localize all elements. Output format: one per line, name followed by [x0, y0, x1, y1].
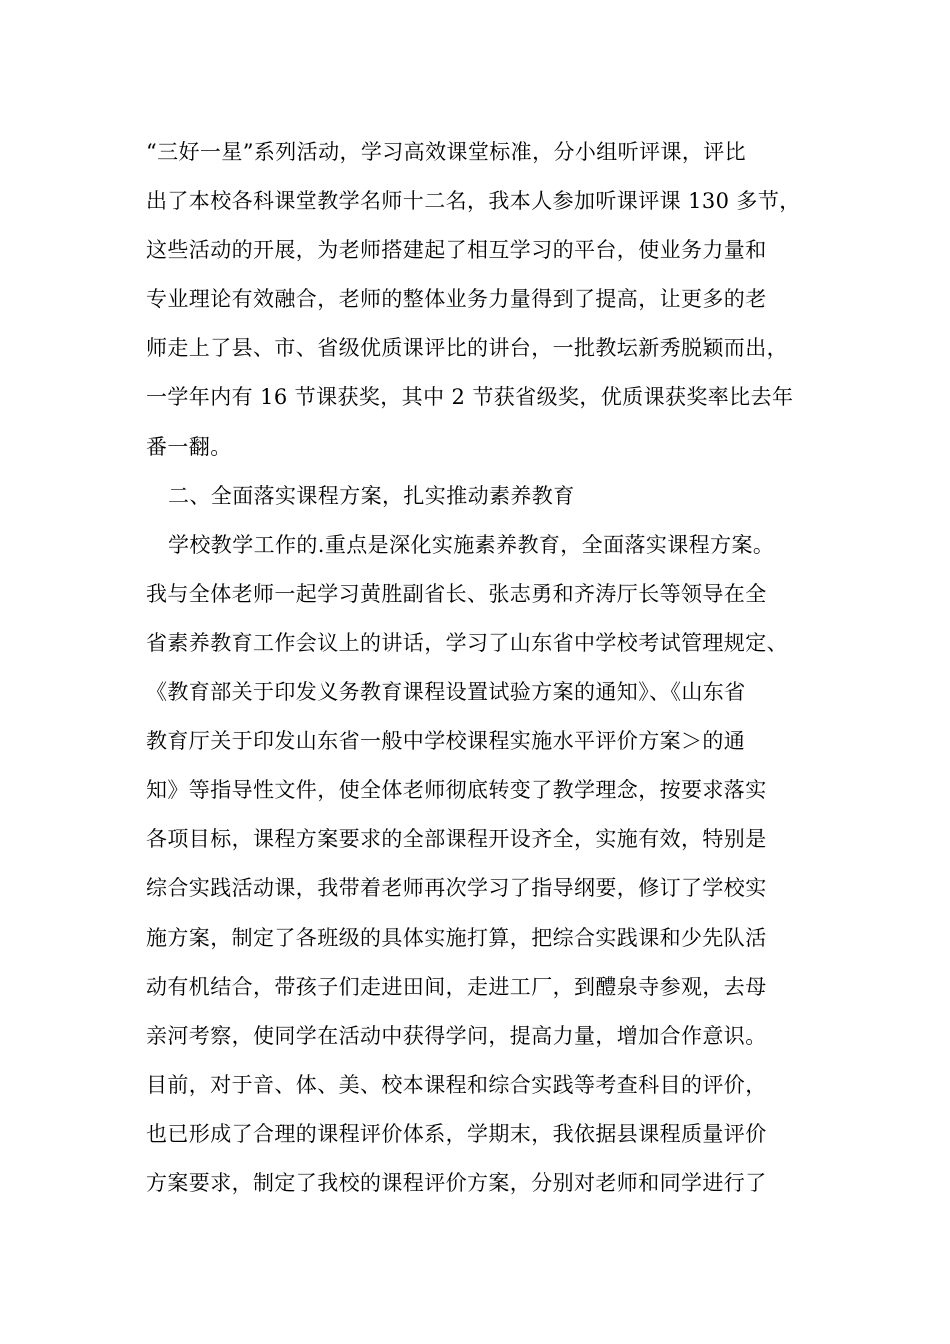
- text-line: 也已形成了合理的课程评价体系，学期末，我依据县课程质量评价: [146, 1121, 767, 1146]
- text-line: 这些活动的开展，为老师搭建起了相互学习的平台，使业务力量和: [146, 238, 767, 263]
- text-line: 《教育部关于印发义务教育课程设置试验方案的通知》、《山东省: [146, 680, 746, 705]
- text-line: 出了本校各科课堂教学名师十二名，我本人参加听课评课 130 多节，: [146, 189, 801, 214]
- text-line: 省素养教育工作会议上的讲话，学习了山东省中学校考试管理规定、: [146, 630, 788, 655]
- text-line: 我与全体老师一起学习黄胜副省长、张志勇和齐涛厅长等领导在全: [146, 581, 767, 606]
- section-heading: 二、全面落实课程方案，扎实推动素养教育: [168, 483, 575, 508]
- text-line: 教育厅关于印发山东省一般中学校课程实施水平评价方案＞的通: [146, 729, 746, 754]
- text-line: 专业理论有效融合，老师的整体业务力量得到了提高，让更多的老: [146, 287, 767, 312]
- text-line: 番一翻。: [146, 434, 232, 459]
- text-line: 方案要求，制定了我校的课程评价方案，分别对老师和同学进行了: [146, 1170, 767, 1195]
- text-line: 师走上了县、市、省级优质课评比的讲台，一批教坛新秀脱颖而出，: [146, 336, 788, 361]
- text-line: 一学年内有 16 节课获奖，其中 2 节获省级奖，优质课获奖率比去年: [146, 385, 794, 410]
- body-text: [146, 128, 816, 1208]
- text-line: 施方案，制定了各班级的具体实施打算，把综合实践课和少先队活: [146, 925, 767, 950]
- text-line: 各项目标，课程方案要求的全部课程开设齐全，实施有效，特别是: [146, 827, 767, 852]
- paragraph-start-line: 学校教学工作的.重点是深化实施素养教育，全面落实课程方案。: [168, 532, 775, 557]
- text-line: 综合实践活动课，我带着老师再次学习了指导纲要，修订了学校实: [146, 876, 767, 901]
- text-line: 知》等指导性文件，使全体老师彻底转变了教学理念，按要求落实: [146, 778, 767, 803]
- text-line: 动有机结合，带孩子们走进田间，走进工厂，到醴泉寺参观，去母: [146, 974, 767, 999]
- text-line: “三好一星”系列活动，学习高效课堂标准，分小组听评课，评比: [146, 140, 747, 164]
- text-line: 目前，对于音、体、美、校本课程和综合实践等考查科目的评价，: [146, 1072, 767, 1097]
- text-line: 亲河考察，使同学在活动中获得学问，提高力量，增加合作意识。: [146, 1023, 767, 1048]
